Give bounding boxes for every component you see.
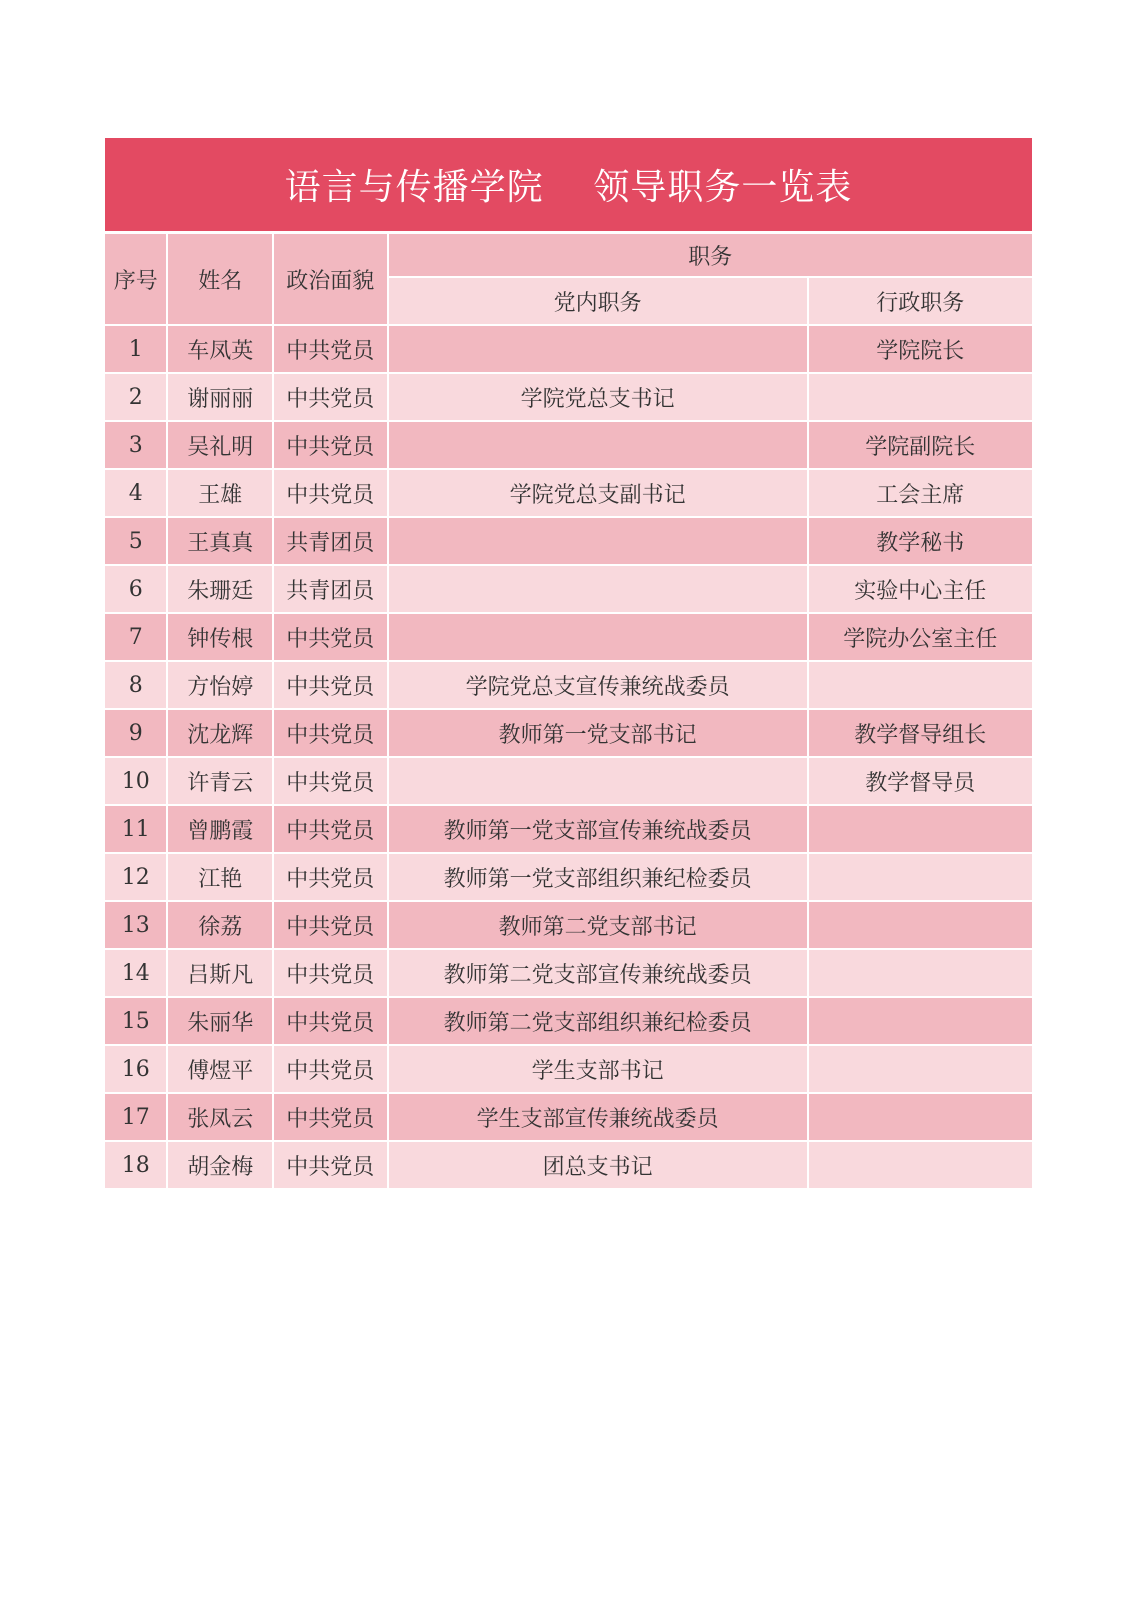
cell-admin-duty: 学院院长 [809,326,1032,372]
cell-party-duty: 学院党总支书记 [389,374,807,420]
cell-admin-duty [809,1046,1032,1092]
cell-party-duty: 教师第一党支部书记 [389,710,807,756]
cell-admin-duty: 教学秘书 [809,518,1032,564]
cell-seq: 16 [105,1046,166,1092]
header-seq: 序号 [105,234,166,324]
cell-admin-duty [809,902,1032,948]
cell-seq: 2 [105,374,166,420]
table-row [105,806,1032,852]
cell-party-duty: 教师第二党支部组织兼纪检委员 [389,998,807,1044]
cell-seq: 17 [105,1094,166,1140]
cell-name: 张凤云 [168,1094,271,1140]
cell-name: 傅煜平 [168,1046,271,1092]
table-row [105,374,1032,420]
cell-name: 胡金梅 [168,1142,271,1188]
cell-political: 共青团员 [274,566,387,612]
cell-admin-duty [809,662,1032,708]
cell-admin-duty: 实验中心主任 [809,566,1032,612]
cell-seq: 11 [105,806,166,852]
cell-party-duty: 团总支书记 [389,1142,807,1188]
cell-political: 中共党员 [274,998,387,1044]
cell-name: 吴礼明 [168,422,271,468]
cell-political: 中共党员 [274,1094,387,1140]
cell-party-duty: 教师第二党支部宣传兼统战委员 [389,950,807,996]
cell-political: 中共党员 [274,950,387,996]
table-row [105,566,1032,612]
cell-party-duty: 学院党总支宣传兼统战委员 [389,662,807,708]
cell-seq: 3 [105,422,166,468]
cell-name: 王雄 [168,470,271,516]
table-row [105,710,1032,756]
table-row [105,758,1032,804]
cell-name: 方怡婷 [168,662,271,708]
header-political: 政治面貌 [274,234,387,324]
table-row [105,326,1032,372]
table-title: 语言与传播学院 领导职务一览表 [105,138,1032,231]
cell-political: 中共党员 [274,758,387,804]
header-name: 姓名 [168,234,271,324]
table-row [105,662,1032,708]
table-row [105,422,1032,468]
cell-political: 中共党员 [274,662,387,708]
table-body [105,326,1032,1188]
cell-admin-duty [809,1142,1032,1188]
cell-seq: 1 [105,326,166,372]
cell-admin-duty: 学院副院长 [809,422,1032,468]
cell-name: 吕斯凡 [168,950,271,996]
header-admin-duty: 行政职务 [809,278,1032,324]
leadership-table [103,232,1034,1190]
cell-seq: 10 [105,758,166,804]
cell-name: 许青云 [168,758,271,804]
table-row [105,998,1032,1044]
cell-seq: 9 [105,710,166,756]
cell-name: 钟传根 [168,614,271,660]
cell-admin-duty [809,1094,1032,1140]
cell-name: 朱珊廷 [168,566,271,612]
cell-political: 中共党员 [274,1046,387,1092]
table-row [105,1046,1032,1092]
header-duty: 职务 [389,234,1032,276]
cell-party-duty [389,758,807,804]
cell-party-duty [389,422,807,468]
cell-seq: 12 [105,854,166,900]
cell-name: 曾鹏霞 [168,806,271,852]
cell-political: 中共党员 [274,422,387,468]
cell-admin-duty: 教学督导员 [809,758,1032,804]
cell-seq: 13 [105,902,166,948]
cell-party-duty: 教师第二党支部书记 [389,902,807,948]
cell-party-duty: 学生支部书记 [389,1046,807,1092]
cell-party-duty [389,326,807,372]
cell-political: 中共党员 [274,710,387,756]
cell-party-duty: 教师第一党支部宣传兼统战委员 [389,806,807,852]
cell-party-duty: 学院党总支副书记 [389,470,807,516]
table-row [105,854,1032,900]
cell-name: 朱丽华 [168,998,271,1044]
cell-political: 中共党员 [274,470,387,516]
cell-admin-duty: 学院办公室主任 [809,614,1032,660]
cell-admin-duty [809,806,1032,852]
table-row [105,470,1032,516]
cell-admin-duty [809,374,1032,420]
table-row [105,1142,1032,1188]
table-row [105,614,1032,660]
cell-name: 沈龙辉 [168,710,271,756]
cell-admin-duty: 工会主席 [809,470,1032,516]
cell-political: 中共党员 [274,1142,387,1188]
table-row [105,950,1032,996]
cell-political: 中共党员 [274,374,387,420]
cell-name: 王真真 [168,518,271,564]
cell-political: 共青团员 [274,518,387,564]
header-party-duty: 党内职务 [389,278,807,324]
cell-seq: 15 [105,998,166,1044]
table-row [105,902,1032,948]
cell-political: 中共党员 [274,326,387,372]
cell-admin-duty [809,854,1032,900]
table-row [105,1094,1032,1140]
cell-seq: 4 [105,470,166,516]
cell-political: 中共党员 [274,854,387,900]
cell-seq: 5 [105,518,166,564]
cell-seq: 8 [105,662,166,708]
cell-party-duty: 教师第一党支部组织兼纪检委员 [389,854,807,900]
cell-seq: 14 [105,950,166,996]
cell-party-duty [389,566,807,612]
cell-admin-duty: 教学督导组长 [809,710,1032,756]
cell-political: 中共党员 [274,902,387,948]
cell-admin-duty [809,998,1032,1044]
cell-seq: 6 [105,566,166,612]
cell-political: 中共党员 [274,806,387,852]
cell-political: 中共党员 [274,614,387,660]
cell-name: 徐荔 [168,902,271,948]
cell-name: 车凤英 [168,326,271,372]
cell-party-duty [389,614,807,660]
cell-party-duty [389,518,807,564]
table-row [105,518,1032,564]
cell-admin-duty [809,950,1032,996]
cell-seq: 18 [105,1142,166,1188]
cell-name: 谢丽丽 [168,374,271,420]
cell-seq: 7 [105,614,166,660]
cell-name: 江艳 [168,854,271,900]
cell-party-duty: 学生支部宣传兼统战委员 [389,1094,807,1140]
roster-sheet [105,138,1032,1190]
